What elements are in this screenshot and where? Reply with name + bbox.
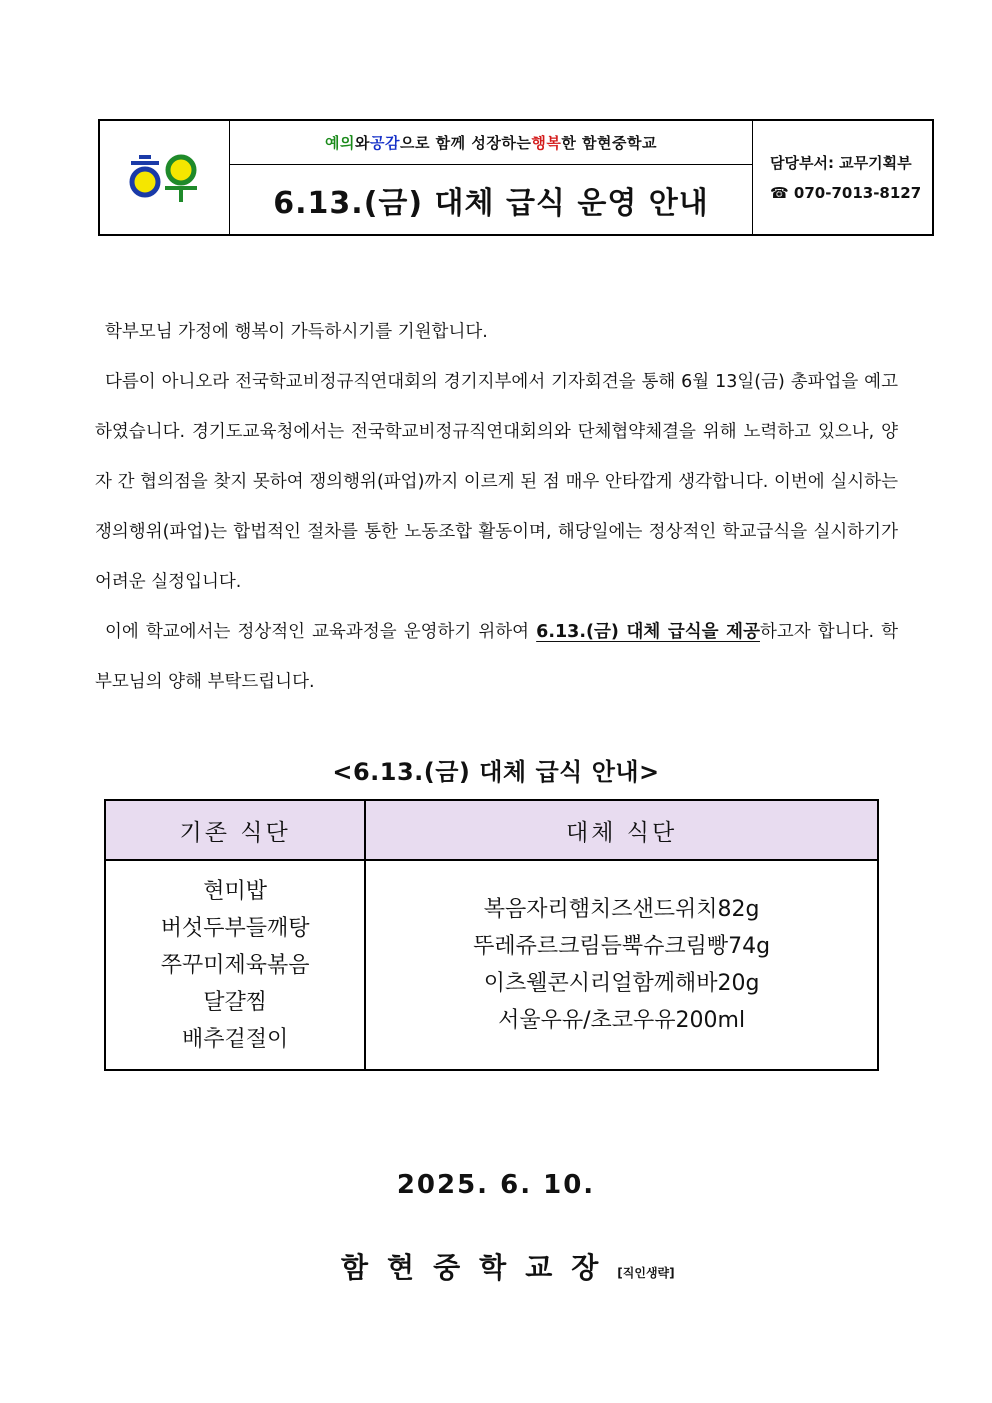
contact-cell xyxy=(753,121,932,234)
menu-row xyxy=(105,860,878,1070)
slogan-word-courtesy: 예의 xyxy=(325,134,355,152)
request-paragraph xyxy=(95,607,898,707)
menu-header-row xyxy=(105,800,878,860)
phone-number: 070-7013-8127 xyxy=(793,183,922,202)
menu-item: 뚜레쥬르크림듬뿍슈크림빵74g xyxy=(473,934,771,959)
substitute-menu-header: 대체 식단 xyxy=(365,800,878,860)
menu-table xyxy=(104,799,879,1071)
slogan-text: 한 함현중학교 xyxy=(561,134,657,152)
emphasis-text: 6.13.(금) 대체 급식을 제공 xyxy=(536,622,760,642)
menu-item: 이츠웰콘시리얼함께해바20g xyxy=(483,971,760,996)
substitute-menu-cell xyxy=(365,860,878,1070)
slogan-word-happiness: 행복 xyxy=(531,134,562,152)
title-cell xyxy=(230,121,753,234)
document-header xyxy=(98,119,934,236)
document-title: 6.13.(금) 대체 급식 운영 안내 xyxy=(273,185,709,221)
document-date: 2025. 6. 10. xyxy=(396,1170,596,1200)
slogan-text: 으로 함께 성장하는 xyxy=(399,134,532,152)
phone-row xyxy=(770,178,932,208)
greeting-paragraph: 학부모님 가정에 행복이 가득하시기를 기원합니다. xyxy=(105,322,488,342)
original-menu-header: 기존 식단 xyxy=(105,800,365,860)
menu-heading: <6.13.(금) 대체 급식 안내> xyxy=(332,758,660,786)
telephone-icon: ☎ xyxy=(770,183,789,202)
department-label: 담당부서: 교무기획부 xyxy=(770,153,912,172)
menu-item: 달걀찜 xyxy=(203,989,267,1015)
menu-item: 서울우유/초코우유200ml xyxy=(498,1008,746,1033)
principal-signature: 함현중학교장 xyxy=(341,1251,618,1284)
signoff xyxy=(341,1246,675,1286)
notice-paragraph: 다름이 아니오라 전국학교비정규직연대회의 경기지부에서 기자회견을 통해 6월 13일(금) 총파업을 예고하였습니다. 경기도교육청에서는 전국학교비정규직연대회의와 단체협약체결을 위해 노력하고 있으나, 양자 간 협의점을 찾지 못하여 쟁의행위(파업)까지 이르게 된 점 매우 안타깝게 생각합니다. 이번에 실시하는 쟁의행위(파업)는 합법적인 절차를 통한 노동조합 활동이며, 해당일에는 정상적인 학교급식을 실시하기가 어려운 실정입니다. xyxy=(95,372,898,592)
original-menu-cell xyxy=(105,860,365,1070)
seal-omitted-note: [직인생략] xyxy=(617,1266,675,1280)
request-text: 이에 학교에서는 정상적인 교육과정을 운영하기 위하여 xyxy=(105,622,537,642)
school-logo-cell xyxy=(100,121,230,234)
request-text-end: 하고자 합니다. 학부모님의 양해 부탁드립니다. xyxy=(95,622,898,692)
letter-body xyxy=(95,307,898,707)
slogan-text: 와 xyxy=(354,134,370,152)
menu-item: 복음자리햄치즈샌드위치82g xyxy=(483,897,760,922)
menu-item: 배추겉절이 xyxy=(181,1026,289,1052)
menu-item: 현미밥 xyxy=(203,878,267,904)
school-slogan xyxy=(230,121,752,165)
menu-item: 쭈꾸미제육볶음 xyxy=(160,952,310,978)
slogan-word-empathy: 공감 xyxy=(369,134,400,152)
school-logo xyxy=(125,150,205,206)
menu-item: 버섯두부들깨탕 xyxy=(160,915,310,941)
